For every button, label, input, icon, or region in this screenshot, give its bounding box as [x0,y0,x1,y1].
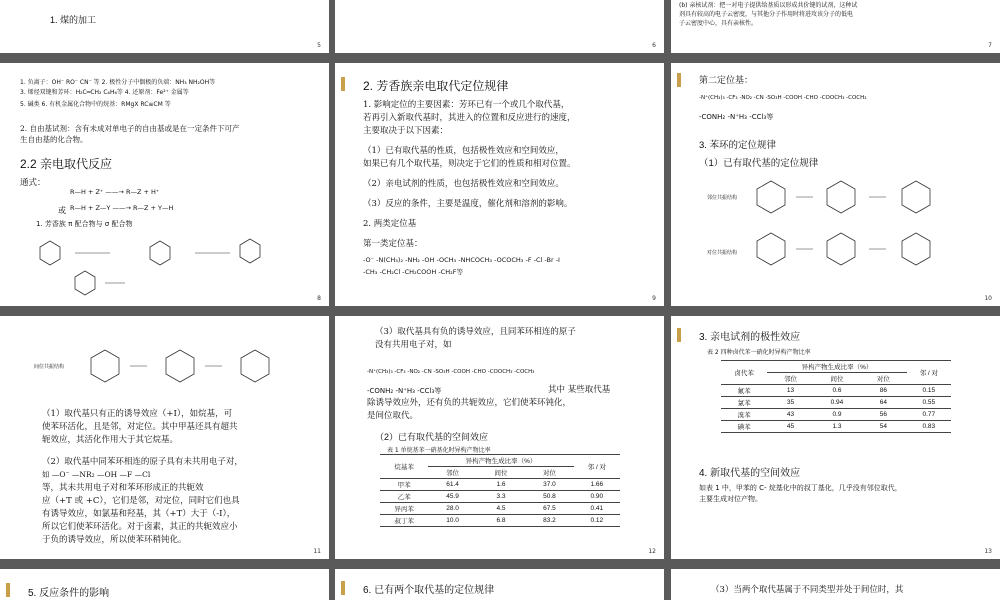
text-line: 除诱导效应外，还有负的共轭效应，它们使苯环钝化， [367,398,572,408]
table-cell: 0.6 [814,385,860,397]
text-line: 使苯环活化，且是邻，对定位。其中甲基还具有超共 [42,422,238,432]
table-cell: 1.3 [814,421,860,433]
table-cell: 碘苯 [721,421,767,433]
text-line: 等，其未共用电子对和苯环形成正的共轭效 [42,483,204,493]
heading: 4. 新取代基的空间效应 [699,468,801,479]
text-line: 是间位取代。 [367,411,419,421]
table-cell: 56 [860,409,906,421]
table-cell: 1.66 [574,479,620,491]
table-cell: 甲苯 [380,479,428,491]
heading: （1）已有取代基的定位规律 [699,158,819,169]
table-cell: 13 [767,385,813,397]
table-row [721,421,951,433]
label: 通式： [20,178,46,188]
text-line: 于负的诱导效应，所以使苯环稍钝化。 [42,535,187,545]
table-row [380,491,620,503]
text-line: 主要取决于以下因素： [363,126,449,136]
table-cell: 0.15 [907,385,951,397]
slide-15[interactable] [335,569,664,600]
table-row [380,479,620,491]
table-cell: 异丙苯 [380,503,428,515]
text-line: 如表 1 中，甲苯的 C- 烷基化中的叔丁基化，几乎没有邻位取代， [699,484,902,492]
table-cell: 0.94 [814,397,860,409]
slide-9[interactable] [335,63,664,306]
heading: （2）已有取代基的空间效应 [375,432,489,442]
accent-bar [677,73,681,87]
table-cell: 0.90 [574,491,620,503]
table-cell: 4.5 [477,503,525,515]
page-number: 9 [652,295,656,302]
text-line: （2）亲电试剂的性质，也包括极性效应和空间效应。 [363,179,564,189]
table-cell: 乙苯 [380,491,428,503]
table-cell: 3.3 [477,491,525,503]
table-cell: 0.55 [907,397,951,409]
diagram-label: 邻位共振结构 [707,195,738,201]
page-number: 5 [317,42,321,49]
table-cell: 溴苯 [721,409,767,421]
table-cell: 氯苯 [721,397,767,409]
table-row [721,385,951,397]
table-cell: 烷基苯 [380,455,428,479]
table-cell: 54 [860,421,906,433]
table-cell: 间位 [814,373,860,385]
slide-14[interactable] [0,569,329,600]
text-line: 如 —O⁻ —NR₂ —OH —F —Cl [42,470,151,479]
data-table [721,360,951,433]
table-cell: 邻位 [428,467,476,479]
table-cell: 间位 [477,467,525,479]
table-caption: 表 1 单烷基苯一硝基化时异构产物比率 [387,447,491,454]
label: 或 [58,206,66,215]
text-line: （2）取代基中同苯环相连的原子具有未共用电子对， [42,457,243,467]
resonance-diagram [85,338,295,398]
table-cell: 异构产物生成比率（%） [428,455,573,467]
accent-bar [6,583,10,597]
table-cell: 0.83 [907,421,951,433]
table-header [721,361,951,373]
group-list: -CONH₂ -N⁺H₃ -CCl₃等 [367,387,442,395]
text-line: 5. 碱类 6. 有机金属化合物中的烷基：RMgX RC≡CM 等 [20,101,171,108]
text-line: 没有共用电子对，如 [375,340,452,350]
table-cell: 0.77 [907,409,951,421]
table-row [380,515,620,527]
table-cell: 卤代苯 [721,361,767,385]
text-line: 其中 某些取代基 [548,385,611,395]
slide-11[interactable] [0,316,329,559]
page-number: 7 [988,42,992,49]
table-cell: 0.12 [574,515,620,527]
accent-bar [677,328,681,342]
table-cell: 43 [767,409,813,421]
text-line: 生自由基的化合物。 [20,135,88,144]
table-cell: 50.8 [525,491,573,503]
table-row [721,409,951,421]
text-line: 1. 影响定位的主要因素：芳环已有一个或几个取代基， [363,100,570,110]
table-row [380,503,620,515]
slide-12[interactable] [335,316,664,559]
slide-title: 5. 反应条件的影响 [28,588,110,599]
text-line: （3）当两个取代基属于不同类型并处于间位时，其 [711,585,904,595]
table-cell: 35 [767,397,813,409]
page-number: 8 [317,295,321,302]
text-line: （1）已有取代基的性质，包括极性效应和空间效应， [363,146,564,156]
text-line: 2. 两类定位基 [363,219,417,229]
slide-title: 2. 芳香族亲电取代定位规律 [363,79,509,93]
table-cell: 叔丁苯 [380,515,428,527]
heading: 3. 苯环的定位规律 [699,140,777,151]
slide-16[interactable] [671,569,1000,600]
text-line: 剂具有较高的电子云密度，与其他分子作用时将进攻该分子的低电 [679,11,854,18]
table-cell: 异构产物生成比率（%） [767,361,906,373]
table-cell: 45 [767,421,813,433]
resonance-diagram [751,171,981,281]
page-number: 11 [313,548,321,555]
slide-10[interactable] [671,63,1000,306]
table-cell: 1.6 [477,479,525,491]
group-list: -CONH₂ -N⁺H₃ -CCl₃等 [699,113,774,121]
page-number: 10 [984,295,992,302]
table-cell: 邻位 [767,373,813,385]
table-cell: 64 [860,397,906,409]
heading: 3. 亲电试剂的极性效应 [699,332,801,343]
text-line: 1. 芳香族 π 配合物与 σ 配合物 [36,220,133,228]
table-cell: 氟苯 [721,385,767,397]
equation: R—H + Z—Y ——→ R—Z + Y—H [70,204,174,212]
text-line: （1）取代基只有正的诱导效应（+I），如烷基，可 [42,409,233,419]
text-line: 2. 自由基试剂：含有未成对单电子的自由基或是在一定条件下可产 [20,124,240,133]
page-number: 13 [984,548,992,555]
text-line: (b) 亲核试剂：把一对电子提供给基质以形成共价键的试剂，这种试 [679,2,858,9]
text-line: （3）取代基具有负的诱导效应，且同苯环相连的原子 [375,327,576,337]
slide-5[interactable] [0,0,329,53]
group-list: -N⁺(CH₃)₃ -CF₃ -NO₂ -CN -SO₃H -COOH -CHO -COOCH₃ -COCH₃ [367,369,535,375]
group-list: -O⁻ -N(CH₃)₂ -NH₂ -OH -OCH₃ -NHCOCH₃ -OCOCH₃ -F -Cl -Br -I [363,256,560,264]
table-row [721,397,951,409]
text-line: 轭效应，其活化作用大于其它烷基。 [42,435,179,445]
text-line: 子云密度中心，具有亲核性。 [679,20,758,27]
section-heading: 2.2 亲电取代反应 [20,157,113,171]
slide-13[interactable] [671,316,1000,559]
table-cell: 对位 [525,467,573,479]
diagram-label: 间位共振结构 [34,364,65,370]
slide-6[interactable] [335,0,664,53]
text-line: 1. 负离子：OH⁻ RO⁻ CN⁻ 等 2. 极性分子中偶极的负端：NH₃ NH₂OH等 [20,79,216,86]
slide-title: 6. 已有两个取代基的定位规律 [363,585,495,596]
accent-bar [341,77,345,91]
accent-bar [341,581,345,595]
page-number: 12 [648,548,656,555]
slide-7[interactable] [671,0,1000,53]
text-line: 所以它们使苯环活化。对于卤素，其正的共轭效应小 [42,522,238,532]
table-cell: 邻 / 对 [907,361,951,385]
data-table [380,454,620,527]
slide-8[interactable] [0,63,329,306]
text-line: 应（+T 或 +C），它们是邻，对定位，同时它们也具 [42,496,240,506]
table-cell: 61.4 [428,479,476,491]
text-line: 如果已有几个取代基，则决定于它们的性质和相对位置。 [363,159,576,169]
group-list: -N⁺(CH₃)₃ -CF₃ -NO₂ -CN -SO₃H -COOH -CHO -COOCH₃ -COCH₃ [699,95,867,101]
table-cell: 37.0 [525,479,573,491]
table-cell: 67.5 [525,503,573,515]
table-cell: 45.9 [428,491,476,503]
slide-title: 1. 煤的加工 [50,15,97,25]
page-number: 6 [652,42,656,49]
text-line: 有诱导效应，如氯基和羟基，其（+T）大于（-I）， [42,509,236,519]
table-cell: 83.2 [525,515,573,527]
text-line: 第一类定位基： [363,239,423,249]
table-cell: 对位 [860,373,906,385]
equation: R—H + Z⁺ ——→ R—Z + H⁺ [70,188,160,196]
text-line: 若再引入新取代基时，其进入的位置和反应进行的速度， [363,113,576,123]
table-cell: 6.8 [477,515,525,527]
diagram-label: 对位共振结构 [707,250,738,256]
group-list: -CH₃ -CH₂Cl -CH₂COOH -CH₂F等 [363,268,463,276]
table-cell: 0.9 [814,409,860,421]
table-caption: 表 2 四种卤代苯一硝化时异构产物比率 [707,349,811,356]
table-cell: 10.0 [428,515,476,527]
text-line: 3. 烯烃双键和芳环：H₂C═CH₂ C₆H₆等 4. 还原剂：Fe²⁺ 金属等 [20,89,189,96]
text-line: （3）反应的条件，主要是温度，催化剂和溶剂的影响。 [363,199,573,209]
table-cell: 邻 / 对 [574,455,620,479]
text-line: 主要生成对位产物。 [699,495,762,503]
table-cell: 28.0 [428,503,476,515]
heading: 第二定位基： [699,75,754,85]
table-header [380,455,620,467]
table-cell: 0.41 [574,503,620,515]
table-cell: 86 [860,385,906,397]
reaction-scheme [30,231,320,296]
